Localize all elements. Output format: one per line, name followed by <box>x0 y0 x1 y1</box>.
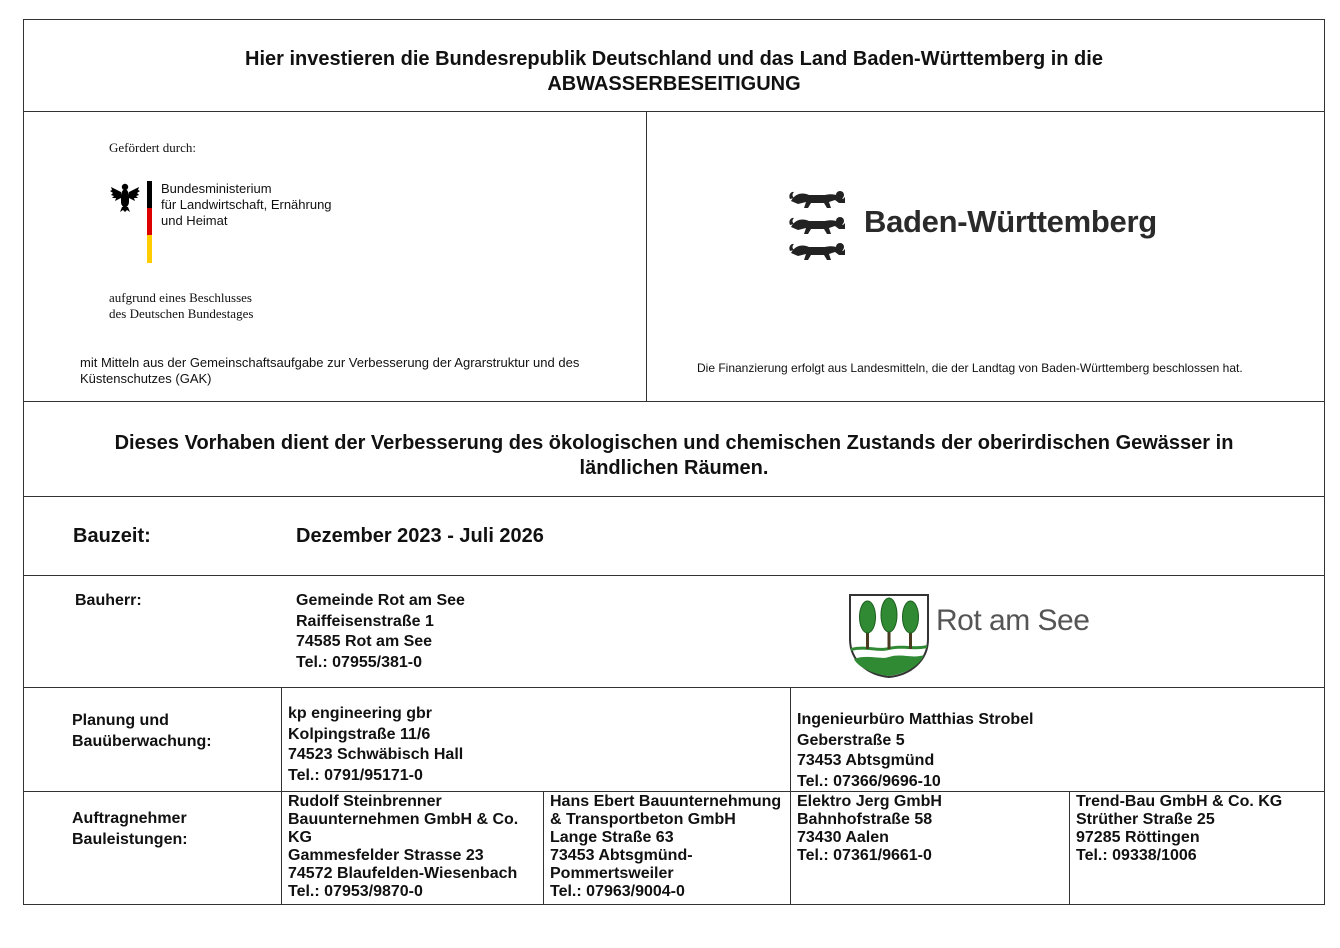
contractor-3-line-4: Tel.: 07361/9661-0 <box>797 847 932 864</box>
bw-lions-icon <box>789 185 847 263</box>
divider-logos <box>23 401 1325 402</box>
contractor-4-line-4: Tel.: 09338/1006 <box>1076 847 1197 864</box>
header-line-1: Hier investieren die Bundesrepublik Deutschland und das Land Baden-Württemberg in die <box>245 48 1103 70</box>
divider-logos-vertical <box>646 111 647 401</box>
border-right <box>1324 19 1325 905</box>
flag-stripe-black <box>147 181 152 208</box>
planung-firm-2-line-3: 73453 Abtsgmünd <box>797 752 935 769</box>
bauherr-line-1: Gemeinde Rot am See <box>296 592 465 609</box>
bauherr-line-3: 74585 Rot am See <box>296 633 433 650</box>
gak-text <box>80 355 579 387</box>
federal-eagle-icon <box>109 181 141 213</box>
bauherr-line-2: Raiffeisenstraße 1 <box>296 612 434 630</box>
bauherr-label: Bauherr: <box>75 592 142 609</box>
divider-col-1 <box>281 687 282 905</box>
auftragnehmer-label-line-1: Auftragnehmer <box>72 810 187 827</box>
auftragnehmer-label-line-2: Bauleistungen: <box>72 831 188 848</box>
contractor-2-line-6: Tel.: 07963/9004-0 <box>550 883 685 900</box>
header-line-2: ABWASSERBESEITIGUNG <box>547 73 801 95</box>
planung-label-line-1: Planung und <box>72 712 169 729</box>
purpose-line-2: ländlichen Räumen. <box>579 457 769 479</box>
contractor-3-line-1: Elektro Jerg GmbH <box>797 793 942 810</box>
contractor-4-line-3: 97285 Röttingen <box>1076 829 1200 846</box>
beschluss-line-1: aufgrund eines Beschlusses <box>109 290 252 305</box>
gak-line-2: Küstenschutzes (GAK) <box>80 371 212 386</box>
planung-label-line-2: Bauüberwachung: <box>72 733 212 750</box>
divider-purpose <box>23 496 1325 497</box>
financing-text: Die Finanzierung erfolgt aus Landesmitteln, die der Landtag von Baden-Württemberg beschlossen hat. <box>697 361 1243 375</box>
header-title <box>24 47 1324 97</box>
divider-col-4 <box>1069 791 1070 905</box>
bauherr-address <box>296 591 465 673</box>
border-bottom <box>23 904 1325 905</box>
purpose-line-1: Dieses Vorhaben dient der Verbesserung des ökologischen und chemischen Zustands der oberirdischen Gewässer in <box>114 432 1234 454</box>
contractor-2-line-5: Pommertsweiler <box>550 865 674 882</box>
contractor-1-line-3: KG <box>288 829 312 846</box>
ministry-line-2: für Landwirtschaft, Ernährung <box>161 197 332 212</box>
planung-firm-2 <box>797 710 1033 792</box>
contractor-4 <box>1076 793 1282 865</box>
contractor-1-line-5: 74572 Blaufelden-Wiesenbach <box>288 865 518 882</box>
purpose-text <box>24 431 1324 481</box>
contractor-2-line-2: & Transportbeton GmbH <box>550 811 736 828</box>
planung-firm-2-line-4: Tel.: 07366/9696-10 <box>797 772 941 790</box>
beschluss-text <box>109 290 253 322</box>
contractor-1-line-2: Bauunternehmen GmbH & Co. <box>288 811 519 828</box>
planung-label <box>72 710 212 752</box>
contractor-2-line-3: Lange Straße 63 <box>550 829 674 846</box>
planung-firm-1-line-2: Kolpingstraße 11/6 <box>288 725 431 743</box>
divider-header <box>23 111 1325 112</box>
rot-am-see-logo-text: Rot am See <box>936 604 1090 637</box>
contractor-3-line-2: Bahnhofstraße 58 <box>797 811 933 828</box>
contractor-2-line-1: Hans Ebert Bauunternehmung <box>550 793 782 810</box>
planung-firm-1-line-1: kp engineering gbr <box>288 705 433 722</box>
ministry-line-1: Bundesministerium <box>161 181 272 196</box>
auftragnehmer-label <box>72 808 188 850</box>
contractor-4-line-1: Trend-Bau GmbH & Co. KG <box>1076 793 1283 810</box>
ministry-name <box>161 181 332 229</box>
bauherr-line-4: Tel.: 07955/381-0 <box>296 653 423 671</box>
planung-firm-1-line-4: Tel.: 0791/95171-0 <box>288 766 423 784</box>
contractor-2-line-4: 73453 Abtsgmünd- <box>550 847 693 864</box>
beschluss-line-2: des Deutschen Bundestages <box>109 306 254 321</box>
contractor-1-line-4: Gammesfelder Strasse 23 <box>288 847 484 864</box>
contractor-1-line-6: Tel.: 07953/9870-0 <box>288 883 423 900</box>
gak-line-1: mit Mitteln aus der Gemeinschaftsaufgabe zur Verbesserung der Agrarstruktur und des <box>80 355 580 370</box>
planung-firm-2-line-1: Ingenieurbüro Matthias Strobel <box>797 711 1034 728</box>
flag-stripe-red <box>147 208 152 235</box>
contractor-4-line-2: Strüther Straße 25 <box>1076 811 1215 828</box>
divider-col-3 <box>790 687 791 905</box>
bw-logo-text: Baden-Württemberg <box>864 204 1157 239</box>
divider-bauzeit <box>23 575 1325 576</box>
contractor-2 <box>550 793 781 901</box>
planung-firm-1 <box>288 704 463 786</box>
divider-col-2 <box>543 791 544 905</box>
ministry-line-3: und Heimat <box>161 213 228 228</box>
divider-planung <box>23 791 1325 792</box>
divider-bauherr <box>23 687 1325 688</box>
contractor-3-line-3: 73430 Aalen <box>797 829 889 846</box>
bauzeit-label: Bauzeit: <box>73 525 151 547</box>
bauzeit-value: Dezember 2023 - Juli 2026 <box>296 525 544 547</box>
flag-stripe-gold <box>147 235 152 263</box>
planung-firm-2-line-2: Geberstraße 5 <box>797 731 905 749</box>
gefoerdert-label: Gefördert durch: <box>109 140 196 155</box>
border-top <box>23 19 1325 20</box>
planung-firm-1-line-3: 74523 Schwäbisch Hall <box>288 746 464 763</box>
contractor-1-line-1: Rudolf Steinbrenner <box>288 793 442 810</box>
contractor-1 <box>288 793 518 901</box>
contractor-3 <box>797 793 942 865</box>
rot-am-see-coat-of-arms-icon <box>848 593 930 679</box>
